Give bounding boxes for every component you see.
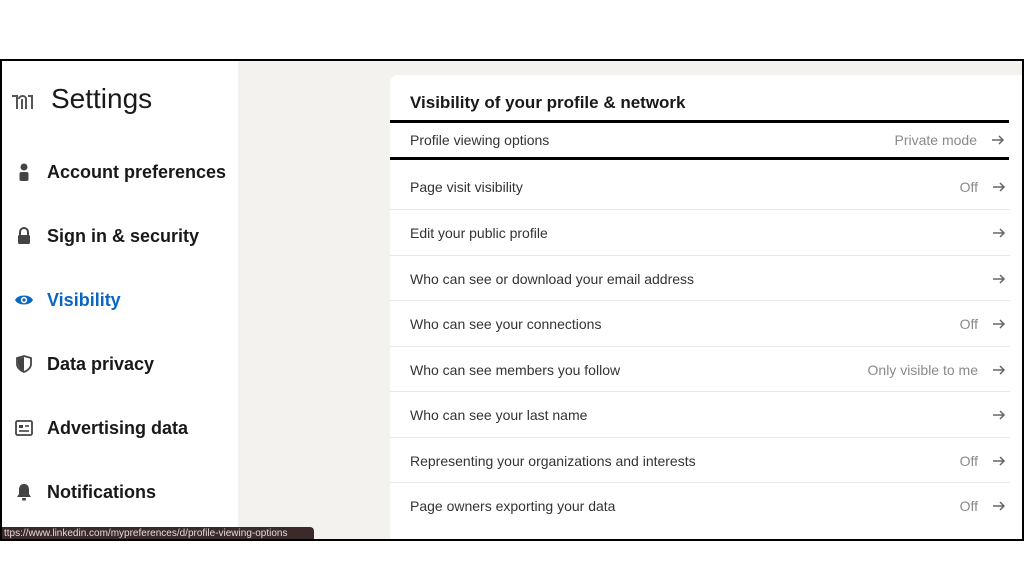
arrow-right-icon (991, 133, 1005, 147)
row-page-owners-exporting[interactable] (390, 482, 1010, 528)
sidebar-item-notifications[interactable] (2, 472, 238, 512)
row-organizations-interests[interactable] (390, 437, 1010, 483)
row-value: Off (959, 452, 978, 469)
row-value: Private mode (894, 132, 977, 148)
person-icon (14, 162, 34, 182)
sidebar-item-label: Sign in & security (47, 225, 200, 246)
sidebar-item-data-privacy[interactable] (2, 344, 238, 384)
arrow-right-icon (992, 363, 1006, 377)
ad-icon (14, 418, 34, 438)
row-label: Profile viewing options (410, 132, 550, 148)
arrow-right-icon (992, 454, 1006, 468)
row-label: Page owners exporting your data (410, 497, 616, 514)
row-label: Who can see your connections (410, 315, 602, 332)
row-label: Who can see your last name (410, 406, 588, 423)
lock-icon (14, 226, 34, 246)
visibility-section-card (390, 75, 1024, 541)
row-label: Edit your public profile (410, 224, 548, 241)
row-last-name-visibility[interactable] (390, 391, 1010, 437)
linkedin-logo-icon (10, 91, 34, 113)
row-members-you-follow[interactable] (390, 346, 1010, 392)
sidebar-item-label: Advertising data (47, 417, 189, 438)
row-value: Only visible to me (867, 361, 978, 378)
row-label: Who can see or download your email address (410, 270, 695, 287)
sidebar-item-label: Visibility (47, 289, 121, 310)
row-connections-visibility[interactable] (390, 300, 1010, 346)
row-email-visibility[interactable] (390, 255, 1010, 301)
row-profile-viewing-options[interactable] (390, 120, 1009, 160)
status-url-text: ttps://www.linkedin.com/mypreferences/d/profile-viewing-options (4, 528, 288, 539)
status-url-tooltip (2, 527, 314, 539)
arrow-right-icon (992, 408, 1006, 422)
sidebar (2, 61, 288, 539)
row-value: Off (959, 497, 978, 514)
row-label: Who can see members you follow (410, 361, 621, 378)
sidebar-item-label: Account preferences (47, 161, 227, 182)
settings-window (0, 59, 1024, 541)
sidebar-item-label: Data privacy (47, 353, 155, 374)
sidebar-item-sign-in-security[interactable] (2, 216, 238, 256)
row-value: Off (959, 315, 978, 332)
sidebar-item-visibility[interactable] (2, 280, 238, 320)
arrow-right-icon (992, 317, 1006, 331)
shield-icon (14, 354, 34, 374)
arrow-right-icon (992, 226, 1006, 240)
page-title: Settings (51, 83, 153, 114)
row-label: Representing your organizations and interests (410, 452, 696, 469)
sidebar-item-label: Notifications (47, 481, 157, 502)
arrow-right-icon (992, 499, 1006, 513)
section-title: Visibility of your profile & network (410, 93, 686, 112)
arrow-right-icon (992, 180, 1006, 194)
row-page-visit-visibility[interactable] (390, 164, 1010, 209)
row-edit-public-profile[interactable] (390, 209, 1010, 255)
row-value: Off (959, 178, 978, 195)
row-label: Page visit visibility (410, 178, 523, 195)
sidebar-item-account-preferences[interactable] (2, 152, 238, 192)
sidebar-item-advertising-data[interactable] (2, 408, 238, 448)
arrow-right-icon (992, 272, 1006, 286)
eye-icon (14, 290, 34, 310)
bell-icon (14, 482, 34, 502)
